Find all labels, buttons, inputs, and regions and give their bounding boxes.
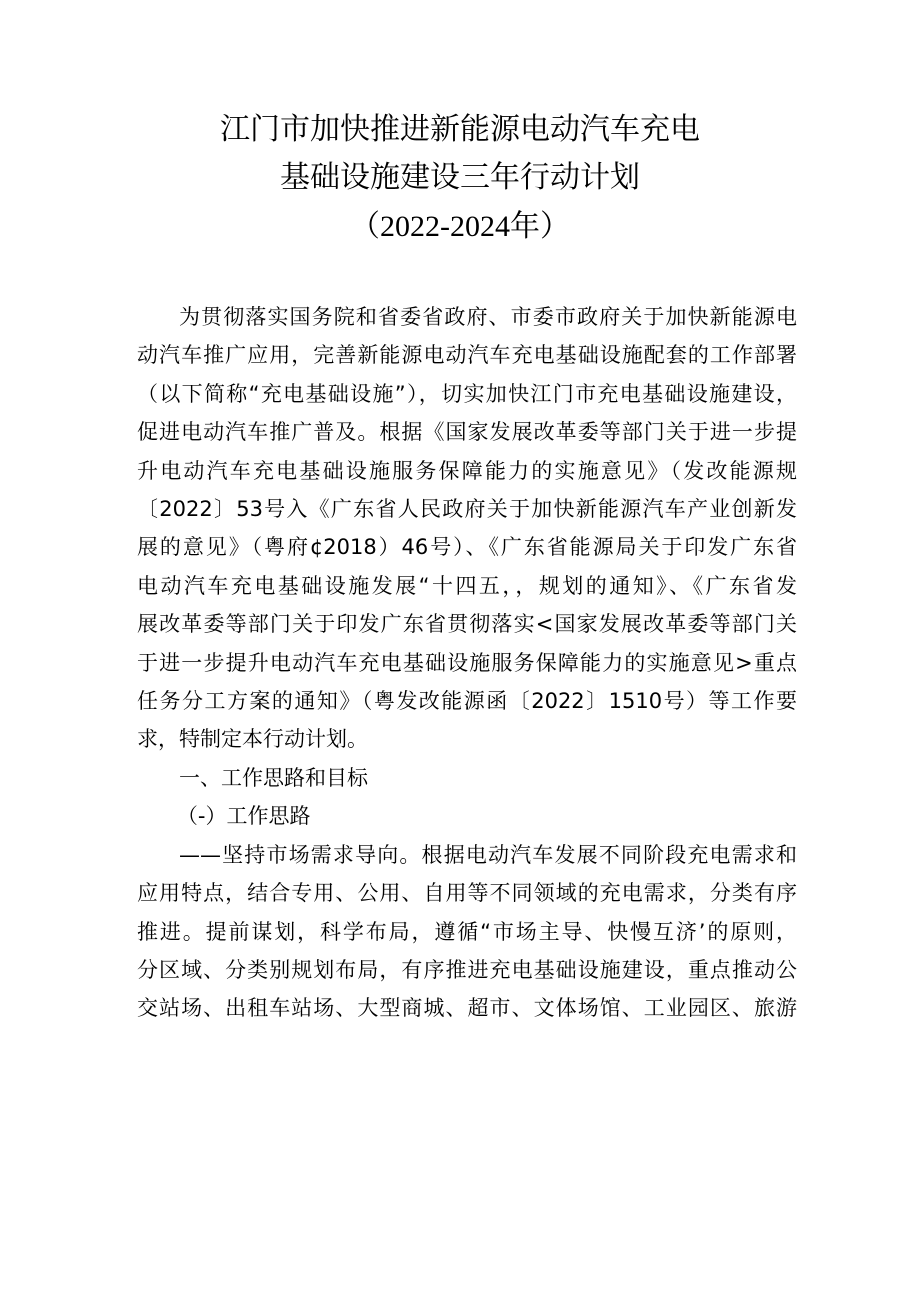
section-line: 交站场、出租车站场、大型商城、超市、文体场馆、工业园区、旅游 bbox=[137, 996, 797, 1021]
subsection-heading: （-）工作思路 bbox=[176, 804, 311, 829]
intro-paragraph bbox=[137, 298, 797, 759]
intro-line: 促进电动汽车推广普及。根据《国家发展改革委等部门关于进一步提 bbox=[137, 420, 797, 445]
title-line-2: 基础设施建设三年行动计划 bbox=[280, 160, 640, 195]
intro-line: 升电动汽车充电基础设施服务保障能力的实施意见》（发改能源规 bbox=[137, 458, 797, 483]
section-line: 推进。提前谋划，科学布局，遵循“市场主导、快慢互济’的原则， bbox=[137, 919, 797, 944]
section-line: 分区域、分类别规划布局，有序推进充电基础设施建设，重点推动公 bbox=[137, 957, 797, 982]
intro-line: 〔2022〕53号入《广东省人民政府关于加快新能源汽车产业创新发 bbox=[137, 497, 797, 522]
section-heading: 一、工作思路和目标 bbox=[179, 765, 368, 790]
intro-line: 于进一步提升电动汽车充电基础设施服务保障能力的实施意见>重点 bbox=[137, 650, 797, 675]
title-years: （2022-2024年） bbox=[350, 210, 570, 243]
section-line: 应用特点，结合专用、公用、自用等不同领域的充电需求，分类有序 bbox=[137, 881, 797, 906]
intro-line: 展改革委等部门关于印发广东省贯彻落实<国家发展改革委等部门关 bbox=[137, 612, 797, 637]
intro-line: 展的意见》（粤府¢2018）46号）、《广东省能源局关于印发广东省 bbox=[137, 535, 797, 560]
section-line: ——坚持市场需求导向。根据电动汽车发展不同阶段充电需求和 bbox=[179, 842, 797, 867]
document-body bbox=[137, 298, 797, 1028]
document-title bbox=[0, 106, 920, 252]
intro-line: 为贯彻落实国务院和省委省政府、市委市政府关于加快新能源电 bbox=[179, 305, 797, 329]
intro-line: 动汽车推广应用，完善新能源电动汽车充电基础设施配套的工作部署 bbox=[137, 343, 797, 368]
intro-line: （以下简称“充电基础设施”），切实加快江门市充电基础设施建设， bbox=[137, 381, 797, 406]
section-paragraph bbox=[137, 836, 797, 1028]
title-line-1: 江门市加快推进新能源电动汽车充电 bbox=[220, 112, 700, 147]
intro-line: 任务分工方案的通知》（粤发改能源函〔2022〕1510号）等工作要 bbox=[137, 689, 797, 714]
intro-line: 求，特制定本行动计划。 bbox=[137, 727, 368, 752]
intro-line: 电动汽车充电基础设施发展“十四五，，规划的通知》、《广东省发 bbox=[137, 573, 797, 598]
